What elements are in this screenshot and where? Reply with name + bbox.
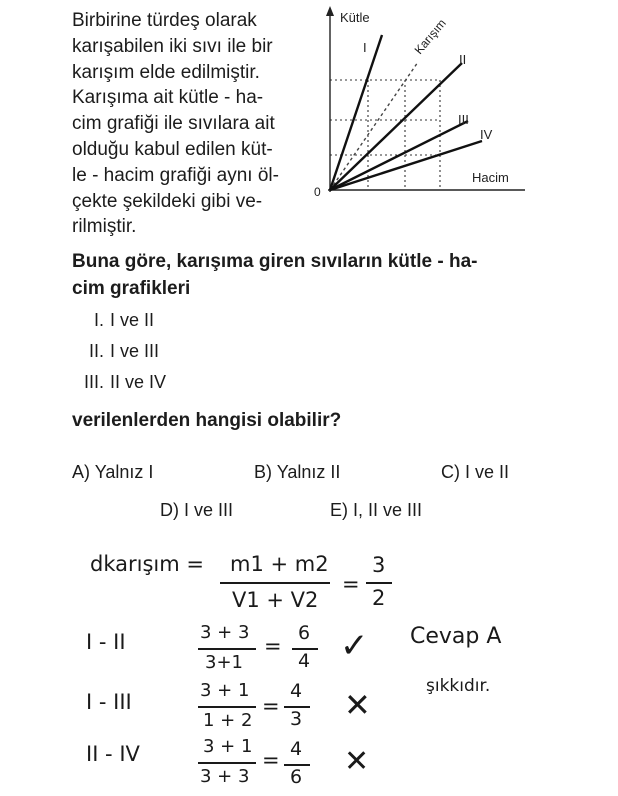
hw-sum-numerator: 3 + 3	[200, 622, 250, 643]
hw-sum-numerator: 3 + 1	[203, 736, 253, 757]
statement-text: II ve IV	[110, 372, 167, 392]
hw-fraction-bar	[198, 762, 256, 764]
choice-text: I ve III	[184, 500, 234, 520]
hw-res-denominator: 6	[290, 766, 303, 788]
hw-equals: =	[342, 572, 360, 596]
line-label-IV: IV	[480, 127, 493, 142]
choice-e[interactable]	[330, 500, 422, 521]
hw-cross-mark: ✕	[344, 686, 371, 724]
mass-volume-graph	[300, 0, 530, 215]
statement-number: III.	[83, 372, 104, 392]
hw-res-numerator: 4	[290, 738, 303, 760]
hw-formula-denominator: V1 + V2	[232, 588, 319, 612]
origin-label: 0	[314, 185, 321, 199]
choice-letter: C)	[441, 462, 460, 482]
choice-text: Yalnız II	[276, 462, 341, 482]
statement-text: I ve II	[110, 310, 155, 330]
choice-text: I ve II	[465, 462, 510, 482]
line-II	[330, 63, 462, 190]
x-axis-label: Hacim	[472, 170, 509, 185]
hw-formula-lhs: dkarışım =	[90, 552, 204, 576]
choice-b[interactable]	[254, 462, 340, 483]
choice-text: Yalnız I	[94, 462, 154, 482]
hw-cross-mark: ✕	[344, 744, 370, 779]
hw-fraction-bar	[198, 648, 256, 650]
hw-res-denominator: 3	[290, 708, 303, 730]
statement-3	[78, 372, 166, 393]
hw-sum-denominator: 1 + 2	[203, 710, 253, 731]
question-text: Buna göre, karışıma giren sıvıların kütle - ha- cim grafikleri	[72, 251, 478, 299]
hw-pair: II - IV	[86, 742, 140, 766]
choice-letter: D)	[160, 500, 179, 520]
hw-answer-line-1: Cevap A	[410, 624, 502, 649]
hw-equals: =	[262, 694, 280, 718]
choice-letter: E)	[330, 500, 348, 520]
choice-c[interactable]	[441, 462, 509, 483]
hw-pair: I - II	[86, 630, 126, 654]
hw-check-mark: ✓	[340, 626, 369, 666]
hw-pair: I - III	[86, 690, 132, 714]
y-axis-arrow	[326, 6, 334, 16]
hw-result-bar	[366, 582, 392, 584]
hw-sum-denominator: 3 + 3	[200, 766, 250, 787]
hw-res-denominator: 4	[298, 650, 311, 672]
choice-a[interactable]	[72, 462, 153, 483]
choice-text: I, II ve III	[353, 500, 423, 520]
hw-fraction-bar	[220, 582, 330, 584]
hw-sum-numerator: 3 + 1	[200, 680, 250, 701]
hw-sum-denominator: 3+1	[205, 652, 243, 673]
hw-fraction-bar	[198, 706, 256, 708]
y-axis-label: Kütle	[340, 10, 370, 25]
hw-equals: =	[264, 634, 282, 658]
choice-letter: B)	[254, 462, 272, 482]
statement-number: II.	[88, 341, 104, 361]
hw-equals: =	[262, 748, 280, 772]
statement-1	[78, 310, 154, 331]
line-label-II: II	[459, 52, 467, 67]
statement-number: I.	[93, 310, 104, 330]
hw-result-denominator: 2	[372, 586, 386, 610]
choice-d[interactable]	[160, 500, 233, 521]
hw-formula-numerator: m1 + m2	[230, 552, 329, 576]
problem-intro: Birbirine türdeş olarak karışabilen iki sıvı ile bir karışım elde edilmiştir. Karışıma ait kütle - ha- cim grafiği ile sıvılara ait olduğu kabul edilen küt- le - hacim grafiği aynı öl- çekte şekildeki gibi ve- rilmiştir.	[72, 10, 279, 238]
question-prompt: verilenlerden hangisi olabilir?	[72, 410, 342, 431]
hw-result-numerator: 3	[372, 553, 386, 577]
hw-res-numerator: 6	[298, 622, 311, 644]
statement-2	[78, 341, 159, 362]
line-label-III: III	[458, 112, 469, 127]
choice-letter: A)	[72, 462, 90, 482]
line-label-I: I	[363, 40, 367, 55]
hw-res-numerator: 4	[290, 680, 303, 702]
hw-answer-line-2: şıkkıdır.	[426, 676, 491, 696]
line-IV	[330, 141, 482, 190]
line-label-karisim: Karışım	[411, 16, 449, 57]
statement-text: I ve III	[110, 341, 160, 361]
